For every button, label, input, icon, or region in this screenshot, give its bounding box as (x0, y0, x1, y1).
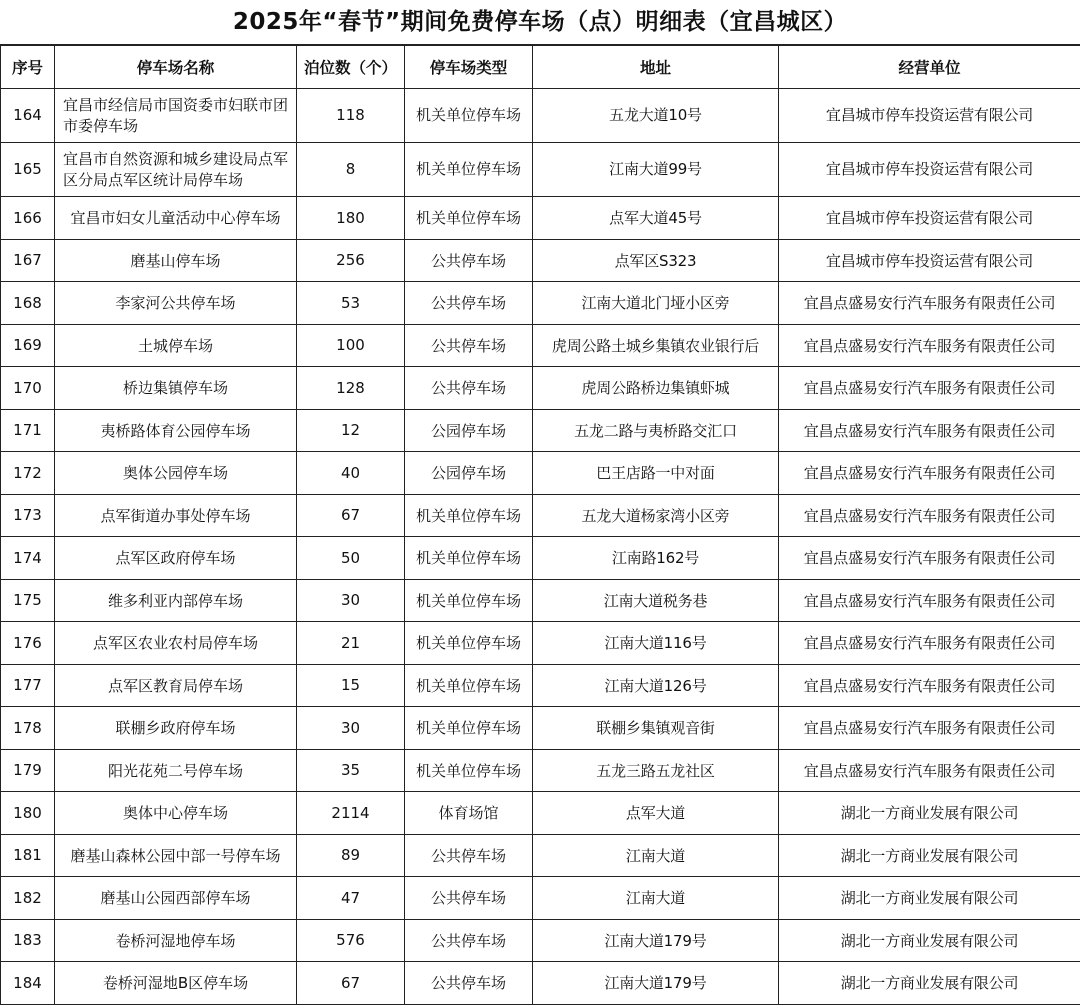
cell-type: 公共停车场 (405, 282, 533, 325)
cell-type: 机关单位停车场 (405, 664, 533, 707)
table-row (1, 409, 1080, 452)
cell-no: 172 (1, 452, 55, 495)
cell-operator: 湖北一方商业发展有限公司 (779, 877, 1080, 920)
cell-operator: 宜昌点盛易安行汽车服务有限责任公司 (779, 579, 1080, 622)
cell-type: 公共停车场 (405, 877, 533, 920)
cell-name: 卷桥河湿地B区停车场 (55, 962, 297, 1005)
cell-name: 磨基山停车场 (55, 239, 297, 282)
cell-name: 桥边集镇停车场 (55, 367, 297, 410)
cell-type: 公共停车场 (405, 367, 533, 410)
cell-name: 磨基山公园西部停车场 (55, 877, 297, 920)
cell-name: 点军区政府停车场 (55, 537, 297, 580)
cell-no: 164 (1, 89, 55, 143)
cell-operator: 宜昌点盛易安行汽车服务有限责任公司 (779, 622, 1080, 665)
cell-operator: 宜昌点盛易安行汽车服务有限责任公司 (779, 324, 1080, 367)
cell-address: 江南大道 (533, 834, 779, 877)
cell-spaces: 21 (297, 622, 405, 665)
cell-name: 联棚乡政府停车场 (55, 707, 297, 750)
cell-type: 机关单位停车场 (405, 197, 533, 240)
cell-no: 178 (1, 707, 55, 750)
cell-address: 江南路162号 (533, 537, 779, 580)
cell-no: 184 (1, 962, 55, 1005)
cell-type: 机关单位停车场 (405, 89, 533, 143)
header-no: 序号 (1, 46, 55, 89)
header-name: 停车场名称 (55, 46, 297, 89)
cell-type: 公共停车场 (405, 919, 533, 962)
table-row (1, 834, 1080, 877)
cell-spaces: 67 (297, 494, 405, 537)
cell-type: 机关单位停车场 (405, 749, 533, 792)
table-row (1, 197, 1080, 240)
header-address: 地址 (533, 46, 779, 89)
table-row (1, 239, 1080, 282)
cell-name: 维多利亚内部停车场 (55, 579, 297, 622)
cell-spaces: 47 (297, 877, 405, 920)
cell-address: 点军区S323 (533, 239, 779, 282)
cell-no: 174 (1, 537, 55, 580)
cell-no: 183 (1, 919, 55, 962)
cell-type: 机关单位停车场 (405, 707, 533, 750)
cell-operator: 宜昌点盛易安行汽车服务有限责任公司 (779, 409, 1080, 452)
cell-spaces: 30 (297, 707, 405, 750)
cell-address: 五龙二路与夷桥路交汇口 (533, 409, 779, 452)
cell-type: 公共停车场 (405, 324, 533, 367)
cell-type: 公共停车场 (405, 962, 533, 1005)
cell-spaces: 118 (297, 89, 405, 143)
cell-address: 江南大道北门垭小区旁 (533, 282, 779, 325)
cell-operator: 宜昌城市停车投资运营有限公司 (779, 143, 1080, 197)
cell-spaces: 100 (297, 324, 405, 367)
table-row (1, 494, 1080, 537)
cell-name: 李家河公共停车场 (55, 282, 297, 325)
cell-spaces: 15 (297, 664, 405, 707)
cell-no: 180 (1, 792, 55, 835)
cell-address: 江南大道税务巷 (533, 579, 779, 622)
cell-no: 182 (1, 877, 55, 920)
cell-name: 奥体公园停车场 (55, 452, 297, 495)
cell-address: 江南大道99号 (533, 143, 779, 197)
table-title: 2025年“春节”期间免费停车场（点）明细表（宜昌城区） (0, 0, 1080, 45)
cell-address: 江南大道116号 (533, 622, 779, 665)
cell-name: 奥体中心停车场 (55, 792, 297, 835)
table-row (1, 324, 1080, 367)
table-row (1, 452, 1080, 495)
cell-type: 公园停车场 (405, 409, 533, 452)
cell-name: 磨基山森林公园中部一号停车场 (55, 834, 297, 877)
cell-spaces: 128 (297, 367, 405, 410)
cell-type: 机关单位停车场 (405, 537, 533, 580)
cell-operator: 宜昌点盛易安行汽车服务有限责任公司 (779, 367, 1080, 410)
table-row (1, 792, 1080, 835)
header-spaces: 泊位数（个） (297, 46, 405, 89)
cell-name: 卷桥河湿地停车场 (55, 919, 297, 962)
table-row (1, 877, 1080, 920)
cell-no: 167 (1, 239, 55, 282)
header-operator: 经营单位 (779, 46, 1080, 89)
cell-no: 179 (1, 749, 55, 792)
cell-type: 机关单位停车场 (405, 622, 533, 665)
cell-address: 五龙大道10号 (533, 89, 779, 143)
cell-spaces: 256 (297, 239, 405, 282)
table-row (1, 707, 1080, 750)
cell-name: 点军区教育局停车场 (55, 664, 297, 707)
cell-operator: 湖北一方商业发展有限公司 (779, 919, 1080, 962)
cell-operator: 宜昌点盛易安行汽车服务有限责任公司 (779, 664, 1080, 707)
cell-type: 公共停车场 (405, 239, 533, 282)
cell-operator: 宜昌点盛易安行汽车服务有限责任公司 (779, 749, 1080, 792)
cell-type: 公共停车场 (405, 834, 533, 877)
cell-no: 181 (1, 834, 55, 877)
table-row (1, 749, 1080, 792)
cell-spaces: 12 (297, 409, 405, 452)
table-row (1, 143, 1080, 197)
cell-spaces: 2114 (297, 792, 405, 835)
table-row (1, 579, 1080, 622)
table-row (1, 282, 1080, 325)
table-row (1, 537, 1080, 580)
cell-no: 166 (1, 197, 55, 240)
cell-type: 公园停车场 (405, 452, 533, 495)
cell-spaces: 53 (297, 282, 405, 325)
cell-type: 机关单位停车场 (405, 143, 533, 197)
cell-no: 170 (1, 367, 55, 410)
cell-name: 宜昌市妇女儿童活动中心停车场 (55, 197, 297, 240)
cell-address: 点军大道 (533, 792, 779, 835)
cell-no: 173 (1, 494, 55, 537)
cell-operator: 宜昌城市停车投资运营有限公司 (779, 239, 1080, 282)
cell-type: 体育场馆 (405, 792, 533, 835)
cell-address: 联棚乡集镇观音街 (533, 707, 779, 750)
cell-spaces: 180 (297, 197, 405, 240)
cell-spaces: 35 (297, 749, 405, 792)
cell-spaces: 89 (297, 834, 405, 877)
cell-no: 176 (1, 622, 55, 665)
table-row (1, 622, 1080, 665)
cell-name: 夷桥路体育公园停车场 (55, 409, 297, 452)
cell-spaces: 30 (297, 579, 405, 622)
cell-operator: 宜昌点盛易安行汽车服务有限责任公司 (779, 537, 1080, 580)
cell-address: 点军大道45号 (533, 197, 779, 240)
cell-operator: 宜昌点盛易安行汽车服务有限责任公司 (779, 282, 1080, 325)
cell-type: 机关单位停车场 (405, 494, 533, 537)
cell-operator: 湖北一方商业发展有限公司 (779, 792, 1080, 835)
cell-address: 江南大道179号 (533, 962, 779, 1005)
cell-name: 点军街道办事处停车场 (55, 494, 297, 537)
cell-operator: 宜昌城市停车投资运营有限公司 (779, 89, 1080, 143)
table-row (1, 962, 1080, 1005)
table-body (1, 89, 1080, 1005)
header-type: 停车场类型 (405, 46, 533, 89)
cell-operator: 宜昌点盛易安行汽车服务有限责任公司 (779, 707, 1080, 750)
cell-no: 175 (1, 579, 55, 622)
cell-operator: 宜昌城市停车投资运营有限公司 (779, 197, 1080, 240)
parking-table (0, 45, 1080, 1005)
header-row (1, 46, 1080, 89)
cell-spaces: 40 (297, 452, 405, 495)
table-row (1, 919, 1080, 962)
table-row (1, 367, 1080, 410)
cell-name: 宜昌市自然资源和城乡建设局点军区分局点军区统计局停车场 (55, 143, 297, 197)
cell-spaces: 67 (297, 962, 405, 1005)
cell-address: 江南大道126号 (533, 664, 779, 707)
cell-operator: 湖北一方商业发展有限公司 (779, 962, 1080, 1005)
cell-no: 169 (1, 324, 55, 367)
cell-no: 177 (1, 664, 55, 707)
table-row (1, 89, 1080, 143)
cell-operator: 湖北一方商业发展有限公司 (779, 834, 1080, 877)
table-row (1, 664, 1080, 707)
cell-no: 165 (1, 143, 55, 197)
cell-type: 机关单位停车场 (405, 579, 533, 622)
cell-spaces: 50 (297, 537, 405, 580)
cell-address: 五龙三路五龙社区 (533, 749, 779, 792)
cell-spaces: 8 (297, 143, 405, 197)
cell-address: 虎周公路土城乡集镇农业银行后 (533, 324, 779, 367)
cell-address: 虎周公路桥边集镇虾城 (533, 367, 779, 410)
cell-no: 171 (1, 409, 55, 452)
cell-name: 点军区农业农村局停车场 (55, 622, 297, 665)
cell-name: 宜昌市经信局市国资委市妇联市团市委停车场 (55, 89, 297, 143)
cell-address: 江南大道179号 (533, 919, 779, 962)
cell-spaces: 576 (297, 919, 405, 962)
cell-name: 土城停车场 (55, 324, 297, 367)
cell-address: 江南大道 (533, 877, 779, 920)
cell-address: 巴王店路一中对面 (533, 452, 779, 495)
cell-operator: 宜昌点盛易安行汽车服务有限责任公司 (779, 452, 1080, 495)
cell-no: 168 (1, 282, 55, 325)
cell-operator: 宜昌点盛易安行汽车服务有限责任公司 (779, 494, 1080, 537)
cell-address: 五龙大道杨家湾小区旁 (533, 494, 779, 537)
cell-name: 阳光花苑二号停车场 (55, 749, 297, 792)
